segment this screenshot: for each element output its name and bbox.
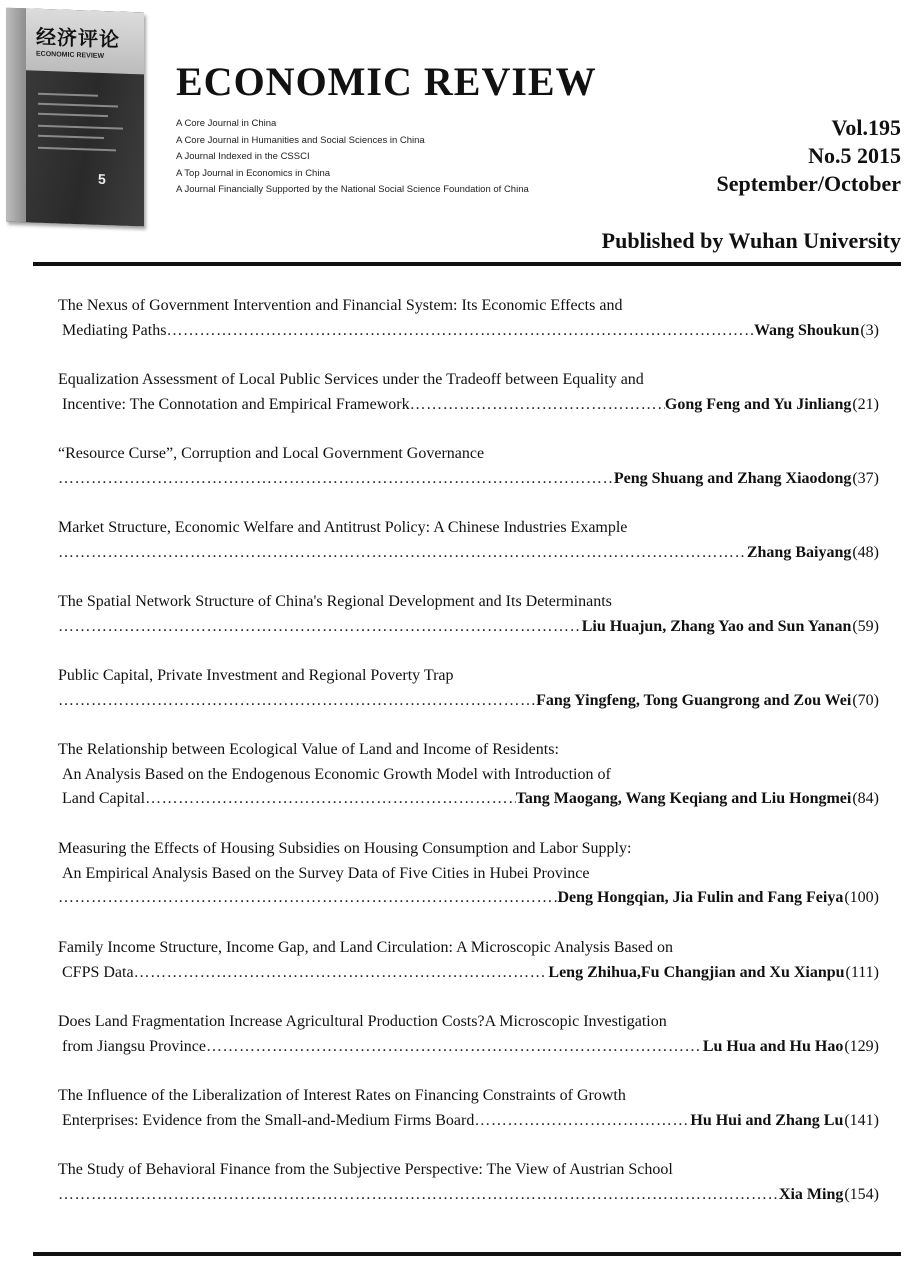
dot-leader [134,961,549,986]
toc-authors: Lu Hua and Hu Hao [702,1037,844,1055]
toc-authors: Peng Shuang and Zhang Xiaodong [613,469,852,487]
toc-title-line: Measuring the Effects of Housing Subsidies on Housing Consumption and Labor Supply: [58,840,632,857]
toc-page-number: (37) [852,469,879,487]
toc-title-line: Enterprises: Evidence from the Small-and-Medium Firms Board [62,1111,475,1129]
dot-leader [58,886,558,911]
tagline: A Journal Financially Supported by the National Social Science Foundation of China [176,184,529,195]
cover-spine [6,8,26,223]
journal-taglines [176,116,529,199]
cover-issue-number: 5 [98,170,106,188]
dot-leader [145,787,516,812]
cover-text-line [38,125,123,130]
toc-title-line: The Nexus of Government Intervention and Financial System: Its Economic Effects and [58,297,623,314]
toc-title-line: Mediating Paths [62,321,167,339]
toc-title-line: “Resource Curse”, Corruption and Local Government Governance [58,445,485,462]
dot-leader [206,1035,703,1060]
cover-text-line [38,103,118,108]
tagline: A Core Journal in Humanities and Social Sciences in China [176,134,425,146]
toc-title-line: Land Capital [62,790,146,807]
toc-title-line: CFPS Data [62,963,134,981]
toc-page-number: (3) [860,321,879,339]
toc-leader-line [58,689,879,714]
tagline: A Core Journal in China [176,118,277,129]
toc-title-line: The Spatial Network Structure of China's Regional Development and Its Determinants [58,593,612,610]
toc-title-line: The Relationship between Ecological Value of Land and Income of Residents: [58,741,559,758]
toc-title-line: from Jiangsu Province [62,1037,206,1055]
header-rule [33,262,901,266]
cover-logo-cn: 经济评论 [36,24,120,52]
toc-title-line: Family Income Structure, Income Gap, and Land Circulation: A Microscopic Analysis Based on [58,939,673,956]
toc-title-line: Equalization Assessment of Local Public Services under the Tradeoff between Equality and [58,371,644,388]
issue-period: September/October [716,171,901,196]
toc-entry [58,516,879,565]
toc-leader-line [58,1109,879,1134]
toc-authors: Leng Zhihua,Fu Changjian and Xu Xianpu [548,963,845,981]
toc-page-number: (84) [852,790,879,807]
footer-rule [33,1252,901,1256]
tagline: A Top Journal in Economics in China [176,167,331,179]
toc-entry [58,738,879,812]
toc-page-number: (59) [852,617,879,635]
toc-authors: Xia Ming [778,1185,844,1203]
toc-title-line: The Study of Behavioral Finance from the Subjective Perspective: The View of Austrian School [58,1161,673,1178]
dot-leader [58,689,536,714]
toc-entry [58,590,879,639]
cover-text-line [38,135,104,139]
toc-leader-line [58,393,879,418]
tagline: A Journal Indexed in the CSSCI [176,151,310,162]
issue-number: No.5 2015 [808,143,901,168]
toc-title-line: Incentive: The Connotation and Empirical Framework [62,395,410,413]
toc-title-line: The Influence of the Liberalization of Interest Rates on Financing Constraints of Growth [58,1087,626,1104]
toc-title-line: An Empirical Analysis Based on the Survey Data of Five Cities in Hubei Province [62,864,590,882]
toc-entry [58,368,879,417]
dot-leader [474,1109,690,1134]
toc-title-line: Market Structure, Economic Welfare and Antitrust Policy: A Chinese Industries Example [58,519,628,536]
volume: Vol.195 [831,115,901,140]
toc-entry [58,664,879,713]
toc-page-number: (21) [852,395,879,413]
toc-authors: Tang Maogang, Wang Keqiang and Liu Hongmei [515,790,852,807]
toc-entry [58,1158,879,1207]
toc-leader-line [58,467,879,492]
dot-leader [410,393,665,418]
toc-authors: Zhang Baiyang [746,543,852,561]
journal-title: ECONOMIC REVIEW [176,59,597,104]
toc-leader-line [58,787,879,812]
toc-authors: Deng Hongqian, Jia Fulin and Fang Feiya [557,889,844,906]
toc-title-line: An Analysis Based on the Endogenous Economic Growth Model with Introduction of [62,765,611,783]
toc-page-number: (129) [844,1037,879,1055]
toc-entry [58,936,879,985]
toc-authors: Liu Huajun, Zhang Yao and Sun Yanan [581,617,852,635]
toc-authors: Gong Feng and Yu Jinliang [664,395,852,413]
journal-cover-image [6,8,144,227]
cover-text-line [38,113,108,117]
toc-page-number: (48) [852,543,879,561]
toc-entry [58,294,879,343]
dot-leader [58,615,582,640]
toc-page-number: (70) [852,691,879,709]
publisher: Published by Wuhan University [601,228,901,253]
dot-leader [58,467,614,492]
toc-leader-line [58,1183,879,1208]
toc-leader-line [58,319,879,344]
toc-page-number: (111) [845,963,879,981]
toc-entry [58,1010,879,1059]
toc-entry [58,1084,879,1133]
toc-leader-line [58,1035,879,1060]
toc-page-number: (154) [844,1185,879,1203]
cover-logo-en: ECONOMIC REVIEW [36,50,105,61]
toc-authors: Hu Hui and Zhang Lu [690,1111,844,1129]
toc-entry [58,837,879,911]
issue-info [717,114,902,198]
toc-leader-line [58,961,879,986]
toc-leader-line [58,886,879,911]
toc-page-number: (100) [844,889,879,906]
cover-text-line [38,147,116,152]
toc-leader-line [58,541,879,566]
cover-text-line [38,93,98,97]
dot-leader [166,319,754,344]
toc-leader-line [58,615,879,640]
toc-title-line: Does Land Fragmentation Increase Agricultural Production Costs?A Microscopic Investigation [58,1013,667,1030]
dot-leader [58,1183,779,1208]
toc-page-number: (141) [844,1111,879,1129]
toc-title-line: Public Capital, Private Investment and Regional Poverty Trap [58,667,454,684]
toc-authors: Fang Yingfeng, Tong Guangrong and Zou Wei [536,691,852,709]
toc-authors: Wang Shoukun [753,321,860,339]
toc-entry [58,442,879,491]
dot-leader [58,541,747,566]
